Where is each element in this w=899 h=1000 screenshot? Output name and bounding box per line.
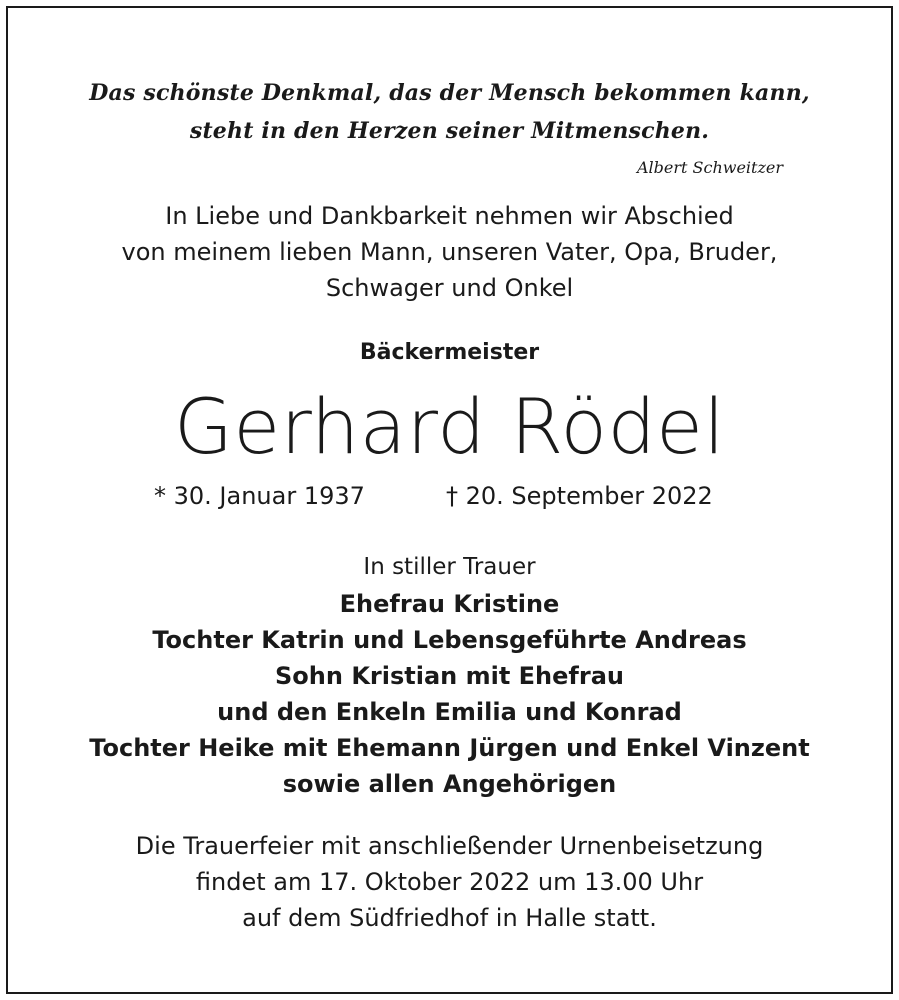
- quote-line-2: steht in den Herzen seiner Mitmenschen.: [189, 118, 710, 144]
- mourning-heading: In stiller Trauer: [363, 554, 536, 580]
- mourner-line: sowie allen Angehörigen: [282, 770, 617, 798]
- deceased-name: Gerhard Rödel: [173, 382, 726, 471]
- intro-line-1: In Liebe und Dankbarkeit nehmen wir Abschied: [165, 202, 734, 230]
- mourner-line: Tochter Katrin und Lebensgeführte Andreas: [152, 626, 747, 654]
- mourner-line: Ehefrau Kristine: [339, 590, 560, 618]
- funeral-line-2: findet am 17. Oktober 2022 um 13.00 Uhr: [195, 868, 704, 896]
- mourner-line: Sohn Kristian mit Ehefrau: [275, 662, 624, 690]
- funeral-line-1: Die Trauerfeier mit anschließender Urnenbeisetzung: [135, 832, 764, 860]
- deceased-profession: Bäckermeister: [359, 340, 540, 365]
- death-date: † 20. September 2022: [446, 482, 713, 510]
- quote-line-1: Das schönste Denkmal, das der Mensch bekommen kann,: [89, 80, 810, 106]
- funeral-line-3: auf dem Südfriedhof in Halle statt.: [242, 904, 657, 932]
- quote-author: Albert Schweitzer: [636, 158, 783, 177]
- intro-line-2: von meinem lieben Mann, unseren Vater, Opa, Bruder,: [121, 238, 778, 266]
- obituary-card: [6, 6, 893, 994]
- mourner-line: Tochter Heike mit Ehemann Jürgen und Enkel Vinzent: [89, 734, 810, 762]
- mourner-line: und den Enkeln Emilia und Konrad: [217, 698, 682, 726]
- birth-date: * 30. Januar 1937: [154, 482, 365, 510]
- intro-line-3: Schwager und Onkel: [325, 274, 574, 302]
